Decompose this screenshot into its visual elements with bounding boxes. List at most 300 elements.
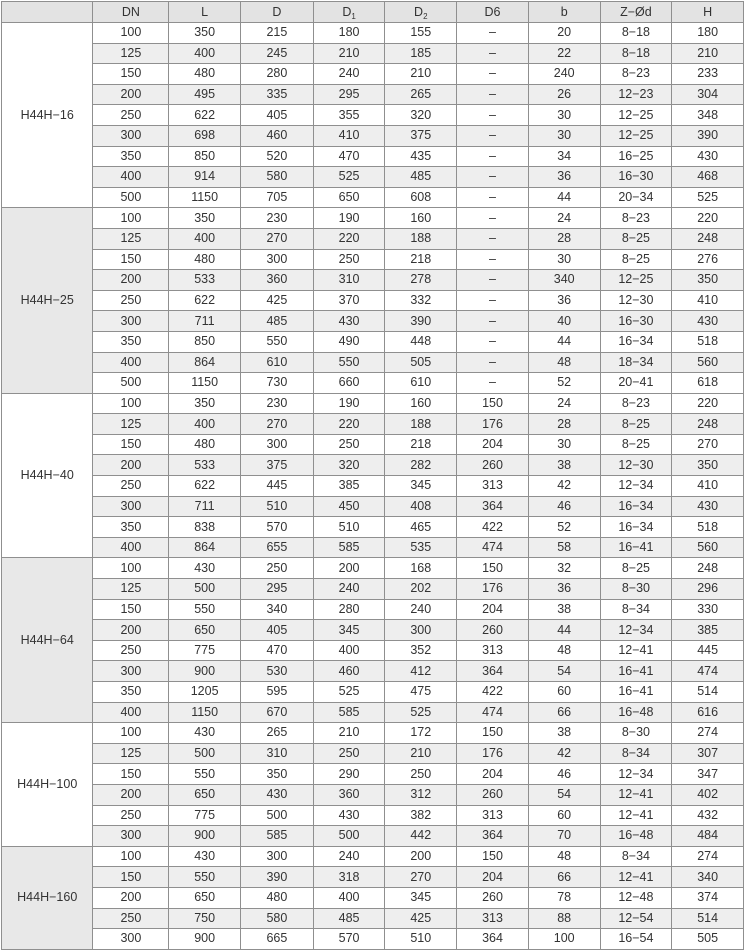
cell-z-od: 12−25 [600,270,672,291]
cell-dn: 125 [93,414,169,435]
cell-dn: 400 [93,702,169,723]
table-row [2,640,744,661]
cell-z-od: 16−34 [600,517,672,538]
table-row [2,167,744,188]
column-header-label: D [272,4,282,19]
cell-d1: 660 [313,373,385,394]
cell-d1: 525 [313,167,385,188]
cell-d: 245 [241,43,314,64]
cell-d: 280 [241,64,314,85]
cell-h: 518 [672,517,744,538]
cell-d6: – [457,167,529,188]
cell-d2: 250 [385,764,457,785]
cell-d6: 150 [457,846,529,867]
cell-dn: 400 [93,167,169,188]
cell-d6: – [457,125,529,146]
cell-d2: 282 [385,455,457,476]
cell-d1: 570 [313,929,385,950]
cell-h: 618 [672,373,744,394]
cell-d: 670 [241,702,314,723]
cell-b: 66 [528,702,600,723]
cell-b: 66 [528,867,600,888]
cell-z-od: 8−30 [600,579,672,600]
cell-d: 665 [241,929,314,950]
cell-z-od: 8−25 [600,558,672,579]
cell-d6: 176 [457,414,529,435]
table-row [2,23,744,44]
cell-d: 460 [241,125,314,146]
cell-z-od: 8−34 [600,743,672,764]
cell-d6: 150 [457,393,529,414]
cell-d6: 176 [457,579,529,600]
cell-dn: 300 [93,661,169,682]
cell-l: 622 [169,105,241,126]
cell-d6: – [457,187,529,208]
cell-d: 705 [241,187,314,208]
cell-d1: 240 [313,846,385,867]
cell-l: 850 [169,331,241,352]
cell-b: 36 [528,167,600,188]
cell-d2: 200 [385,846,457,867]
cell-d: 215 [241,23,314,44]
cell-h: 560 [672,537,744,558]
cell-b: 340 [528,270,600,291]
cell-l: 650 [169,784,241,805]
dimensions-table [1,1,744,950]
cell-h: 296 [672,579,744,600]
cell-h: 350 [672,270,744,291]
cell-d: 340 [241,599,314,620]
cell-d1: 220 [313,228,385,249]
cell-d1: 430 [313,805,385,826]
cell-z-od: 8−34 [600,846,672,867]
cell-d: 580 [241,908,314,929]
table-row [2,826,744,847]
cell-dn: 100 [93,393,169,414]
cell-h: 274 [672,723,744,744]
cell-d6: 313 [457,805,529,826]
cell-z-od: 18−34 [600,352,672,373]
cell-d2: 210 [385,64,457,85]
cell-l: 900 [169,661,241,682]
cell-d1: 400 [313,640,385,661]
cell-z-od: 16−34 [600,496,672,517]
cell-h: 210 [672,43,744,64]
cell-d1: 450 [313,496,385,517]
cell-d6: – [457,290,529,311]
cell-d: 265 [241,723,314,744]
cell-b: 48 [528,352,600,373]
table-row [2,908,744,929]
cell-z-od: 16−34 [600,331,672,352]
cell-l: 550 [169,599,241,620]
cell-d2: 352 [385,640,457,661]
table-row [2,84,744,105]
cell-d: 445 [241,476,314,497]
cell-d1: 585 [313,537,385,558]
cell-l: 500 [169,579,241,600]
column-header-label: H [703,4,713,19]
cell-d: 270 [241,414,314,435]
cell-d6: – [457,373,529,394]
cell-h: 307 [672,743,744,764]
table-row [2,620,744,641]
cell-d1: 460 [313,661,385,682]
cell-l: 480 [169,64,241,85]
cell-h: 274 [672,846,744,867]
cell-dn: 250 [93,640,169,661]
cell-d2: 345 [385,476,457,497]
table-row [2,764,744,785]
cell-z-od: 16−54 [600,929,672,950]
cell-l: 900 [169,929,241,950]
cell-d: 485 [241,311,314,332]
cell-z-od: 12−34 [600,620,672,641]
table-row [2,393,744,414]
table-row [2,887,744,908]
cell-l: 850 [169,146,241,167]
cell-l: 550 [169,867,241,888]
cell-l: 1150 [169,187,241,208]
cell-z-od: 8−18 [600,23,672,44]
cell-l: 533 [169,455,241,476]
cell-l: 400 [169,228,241,249]
cell-z-od: 12−23 [600,84,672,105]
cell-h: 518 [672,331,744,352]
cell-l: 864 [169,352,241,373]
cell-l: 350 [169,208,241,229]
cell-h: 514 [672,908,744,929]
cell-d6: 260 [457,887,529,908]
cell-d: 300 [241,846,314,867]
cell-h: 374 [672,887,744,908]
cell-d6: – [457,84,529,105]
column-header-label: D [342,4,352,19]
column-header-b [528,2,600,23]
table-row [2,455,744,476]
cell-dn: 125 [93,579,169,600]
cell-d: 585 [241,826,314,847]
cell-z-od: 12−48 [600,887,672,908]
cell-l: 400 [169,43,241,64]
cell-d6: – [457,270,529,291]
cell-d1: 360 [313,784,385,805]
cell-z-od: 12−25 [600,105,672,126]
cell-b: 30 [528,434,600,455]
cell-d1: 345 [313,620,385,641]
cell-h: 468 [672,167,744,188]
cell-d2: 168 [385,558,457,579]
cell-l: 430 [169,846,241,867]
cell-h: 248 [672,414,744,435]
cell-h: 270 [672,434,744,455]
cell-d1: 355 [313,105,385,126]
cell-d2: 270 [385,867,457,888]
cell-d6: 150 [457,558,529,579]
column-header-d1 [313,2,385,23]
cell-dn: 400 [93,537,169,558]
cell-d2: 525 [385,702,457,723]
cell-b: 30 [528,125,600,146]
column-header-label: b [560,4,568,19]
cell-d1: 490 [313,331,385,352]
cell-z-od: 8−25 [600,228,672,249]
cell-dn: 150 [93,434,169,455]
table-row [2,373,744,394]
cell-b: 38 [528,723,600,744]
cell-h: 410 [672,476,744,497]
cell-d2: 475 [385,682,457,703]
cell-l: 914 [169,167,241,188]
cell-h: 347 [672,764,744,785]
cell-dn: 125 [93,43,169,64]
cell-d: 390 [241,867,314,888]
cell-b: 240 [528,64,600,85]
cell-l: 650 [169,887,241,908]
cell-d: 230 [241,393,314,414]
cell-l: 1205 [169,682,241,703]
cell-d: 310 [241,743,314,764]
cell-h: 616 [672,702,744,723]
cell-d1: 320 [313,455,385,476]
cell-d: 655 [241,537,314,558]
cell-d2: 608 [385,187,457,208]
cell-z-od: 12−41 [600,805,672,826]
cell-b: 60 [528,682,600,703]
cell-d1: 500 [313,826,385,847]
cell-d: 610 [241,352,314,373]
cell-b: 26 [528,84,600,105]
table-row [2,476,744,497]
column-header-l [169,2,241,23]
cell-b: 54 [528,784,600,805]
cell-d6: 260 [457,620,529,641]
cell-d6: – [457,105,529,126]
cell-h: 430 [672,146,744,167]
cell-b: 32 [528,558,600,579]
cell-d1: 485 [313,908,385,929]
table-row [2,228,744,249]
cell-h: 432 [672,805,744,826]
cell-b: 42 [528,743,600,764]
model-group [2,558,744,723]
cell-d2: 610 [385,373,457,394]
cell-d2: 188 [385,414,457,435]
cell-l: 1150 [169,373,241,394]
cell-h: 350 [672,455,744,476]
cell-d1: 525 [313,682,385,703]
cell-d2: 510 [385,929,457,950]
cell-h: 180 [672,23,744,44]
cell-d2: 390 [385,311,457,332]
cell-l: 900 [169,826,241,847]
table-row [2,125,744,146]
cell-d2: 505 [385,352,457,373]
cell-z-od: 16−41 [600,682,672,703]
cell-b: 44 [528,331,600,352]
model-cell: H44H−100 [2,723,93,847]
cell-h: 445 [672,640,744,661]
cell-b: 30 [528,249,600,270]
cell-d1: 190 [313,393,385,414]
table-row [2,558,744,579]
column-header-label: L [201,4,209,19]
cell-z-od: 12−25 [600,125,672,146]
cell-z-od: 8−25 [600,414,672,435]
table-row [2,208,744,229]
table-row [2,805,744,826]
cell-b: 100 [528,929,600,950]
table-row [2,146,744,167]
cell-dn: 300 [93,826,169,847]
table-row [2,434,744,455]
cell-h: 525 [672,187,744,208]
cell-z-od: 12−41 [600,784,672,805]
cell-dn: 150 [93,764,169,785]
model-cell: H44H−160 [2,846,93,949]
cell-b: 48 [528,846,600,867]
cell-d1: 550 [313,352,385,373]
table-row [2,270,744,291]
cell-b: 46 [528,764,600,785]
model-cell: H44H−64 [2,558,93,723]
cell-d6: 204 [457,434,529,455]
cell-z-od: 16−41 [600,537,672,558]
cell-h: 474 [672,661,744,682]
cell-d1: 310 [313,270,385,291]
cell-d2: 425 [385,908,457,929]
cell-h: 233 [672,64,744,85]
table-row [2,517,744,538]
column-header-dn [93,2,169,23]
cell-h: 410 [672,290,744,311]
column-header-h [672,2,744,23]
cell-d1: 250 [313,743,385,764]
cell-h: 484 [672,826,744,847]
cell-d: 530 [241,661,314,682]
cell-d2: 435 [385,146,457,167]
cell-d1: 585 [313,702,385,723]
model-header-cell [2,2,93,23]
cell-l: 350 [169,23,241,44]
cell-b: 58 [528,537,600,558]
cell-d2: 345 [385,887,457,908]
cell-d: 430 [241,784,314,805]
cell-d1: 200 [313,558,385,579]
cell-h: 330 [672,599,744,620]
table-row [2,929,744,950]
cell-b: 40 [528,311,600,332]
cell-d: 425 [241,290,314,311]
cell-z-od: 12−54 [600,908,672,929]
cell-d2: 465 [385,517,457,538]
cell-z-od: 8−25 [600,434,672,455]
cell-d1: 210 [313,723,385,744]
cell-z-od: 8−23 [600,64,672,85]
cell-b: 52 [528,373,600,394]
cell-h: 385 [672,620,744,641]
cell-d6: 364 [457,496,529,517]
cell-d: 550 [241,331,314,352]
cell-d1: 250 [313,249,385,270]
cell-d6: 474 [457,702,529,723]
cell-z-od: 12−30 [600,290,672,311]
cell-h: 560 [672,352,744,373]
cell-dn: 300 [93,929,169,950]
cell-l: 400 [169,414,241,435]
cell-b: 88 [528,908,600,929]
cell-dn: 150 [93,249,169,270]
table-header [2,2,744,23]
cell-l: 838 [169,517,241,538]
cell-d1: 295 [313,84,385,105]
cell-h: 430 [672,496,744,517]
column-header-subscript: 2 [423,11,428,21]
cell-d1: 250 [313,434,385,455]
cell-dn: 100 [93,208,169,229]
table-row [2,352,744,373]
cell-b: 36 [528,579,600,600]
cell-d6: 422 [457,682,529,703]
cell-b: 38 [528,455,600,476]
cell-d: 270 [241,228,314,249]
cell-z-od: 8−25 [600,249,672,270]
cell-d1: 510 [313,517,385,538]
cell-d2: 442 [385,826,457,847]
column-header-label: D [414,4,424,19]
cell-b: 70 [528,826,600,847]
cell-d: 570 [241,517,314,538]
table-row [2,682,744,703]
cell-dn: 350 [93,331,169,352]
cell-l: 480 [169,249,241,270]
cell-dn: 200 [93,455,169,476]
cell-d: 510 [241,496,314,517]
cell-d6: – [457,146,529,167]
column-header-z-od [600,2,672,23]
model-cell: H44H−40 [2,393,93,558]
cell-z-od: 16−30 [600,311,672,332]
cell-dn: 350 [93,682,169,703]
cell-dn: 300 [93,496,169,517]
cell-z-od: 8−34 [600,599,672,620]
cell-d: 300 [241,434,314,455]
cell-h: 514 [672,682,744,703]
cell-h: 248 [672,558,744,579]
table-row [2,702,744,723]
cell-d2: 218 [385,249,457,270]
cell-d6: 204 [457,867,529,888]
cell-d6: – [457,331,529,352]
cell-d2: 172 [385,723,457,744]
cell-l: 775 [169,805,241,826]
cell-d6: 204 [457,599,529,620]
cell-b: 78 [528,887,600,908]
cell-b: 24 [528,393,600,414]
cell-dn: 300 [93,311,169,332]
cell-dn: 250 [93,908,169,929]
cell-z-od: 16−41 [600,661,672,682]
cell-dn: 100 [93,846,169,867]
cell-d6: 260 [457,455,529,476]
model-group [2,393,744,558]
table-row [2,537,744,558]
cell-dn: 100 [93,723,169,744]
cell-d6: 364 [457,929,529,950]
cell-b: 52 [528,517,600,538]
column-header-label: Z−Ød [620,4,652,19]
model-group [2,723,744,847]
